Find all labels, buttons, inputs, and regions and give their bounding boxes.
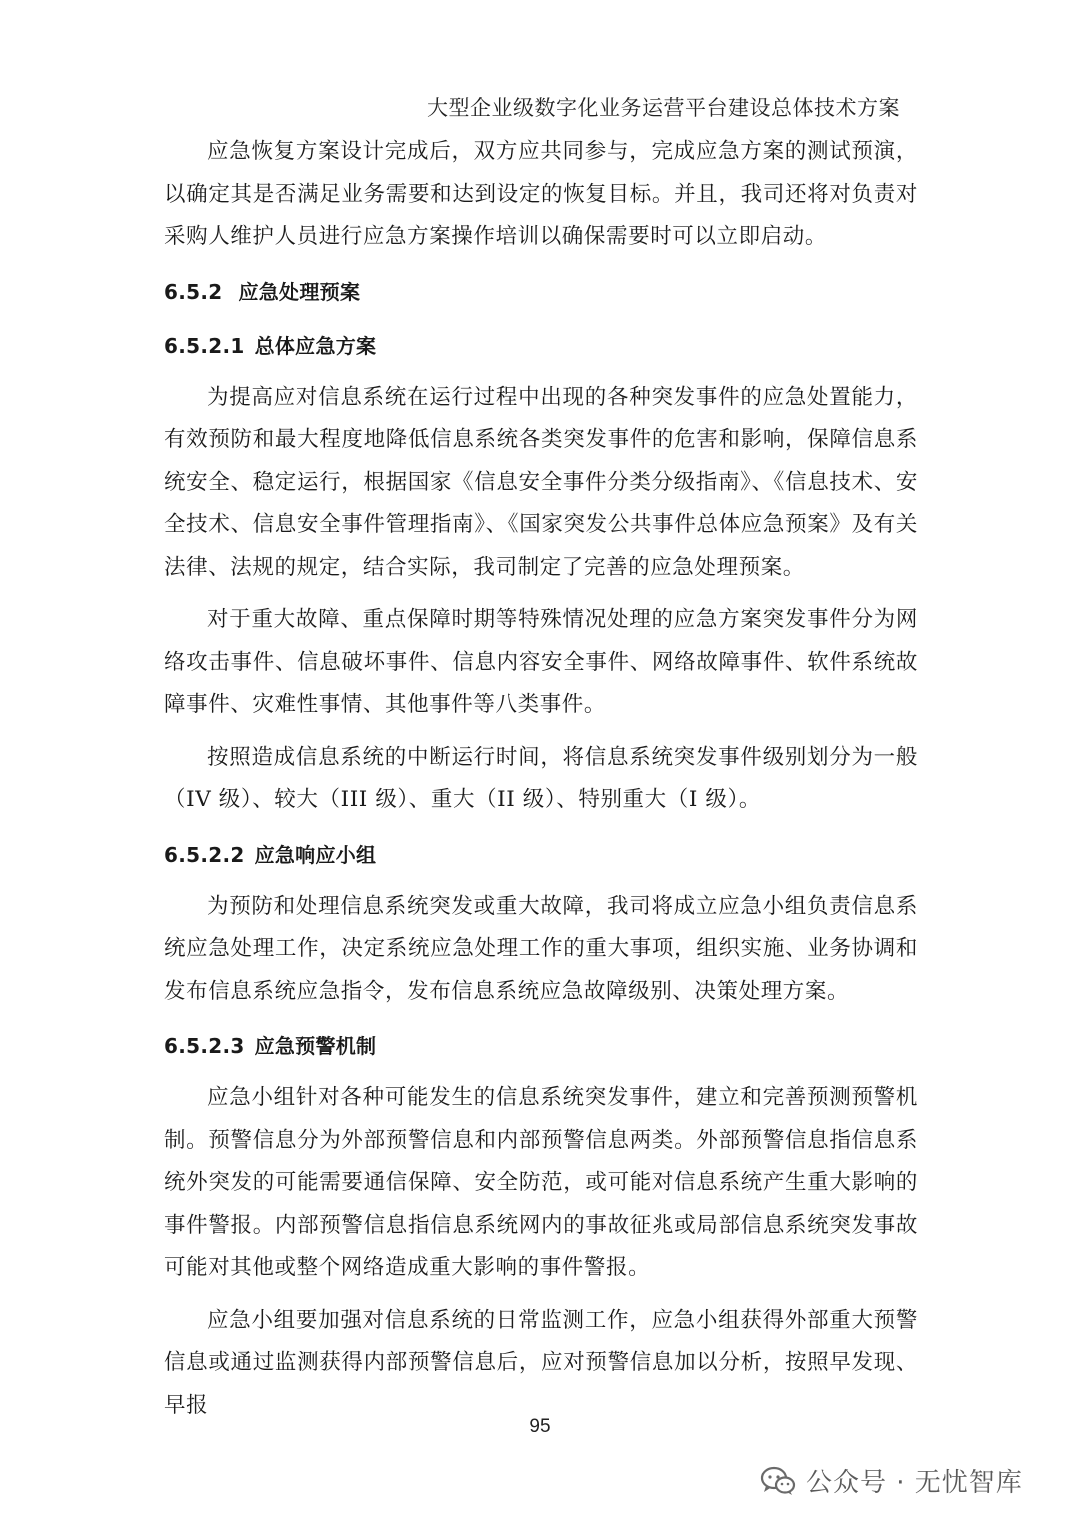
watermark	[760, 1462, 1023, 1499]
section-number: 6.5.2.2	[164, 842, 245, 867]
page-number: 95	[529, 1416, 551, 1437]
watermark-text: 公众号 · 无忧智库	[806, 1468, 1023, 1498]
section-title: 应急响应小组	[254, 842, 377, 867]
paragraph-response-team: 为预防和处理信息系统突发或重大故障，我司将成立应急小组负责信息系统应急处理工作，决定系统应急处理工作的重大事项，组织实施、业务协调和发布信息系统应急指令，发布信息系统应急故障级别、决策处理方案。	[164, 893, 918, 1004]
paragraph-event-categories: 对于重大故障、重点保障时期等特殊情况处理的应急方案突发事件分为网络攻击事件、信息破坏事件、信息内容安全事件、网络故障事件、软件系统故障事件、灾难性事情、其他事件等八类事件。	[164, 607, 918, 717]
section-heading-6-5-2	[164, 271, 918, 313]
section-heading-6-5-2-1	[164, 325, 918, 367]
document-body	[164, 131, 918, 1437]
paragraph-event-levels: 按照造成信息系统的中断运行时间，将信息系统突发事件级别划分为一般（IV 级）、较大（III 级）、重大（II 级）、特别重大（I 级）。	[164, 744, 918, 812]
section-title: 应急处理预案	[238, 279, 361, 304]
document-header-title: 大型企业级数字化业务运营平台建设总体技术方案	[427, 96, 900, 120]
paragraph-warning-info: 应急小组针对各种可能发生的信息系统突发事件，建立和完善预测预警机制。预警信息分为外部预警信息和内部预警信息两类。外部预警信息指信息系统外突发的可能需要通信保障、安全防范，或可能对信息系统产生重大影响的事件警报。内部预警信息指信息系统网内的事故征兆或局部信息系统突发事故可能对其他或整个网络造成重大影响的事件警报。	[164, 1085, 918, 1280]
section-title: 总体应急方案	[254, 333, 377, 358]
section-number: 6.5.2	[164, 279, 223, 304]
paragraph-recovery-drill: 应急恢复方案设计完成后，双方应共同参与，完成应急方案的测试预演，以确定其是否满足业务需要和达到设定的恢复目标。并且，我司还将对负责对采购人维护人员进行应急方案操作培训以确保需要时可以立即启动。	[164, 139, 918, 249]
section-number: 6.5.2.1	[164, 333, 245, 358]
section-heading-6-5-2-3	[164, 1025, 918, 1067]
section-number: 6.5.2.3	[164, 1034, 245, 1058]
wechat-icon	[760, 1466, 796, 1496]
header-rule	[164, 124, 916, 125]
paragraph-overall-plan: 为提高应对信息系统在运行过程中出现的各种突发事件的应急处置能力，有效预防和最大程度地降低信息系统各类突发事件的危害和影响，保障信息系统安全、稳定运行，根据国家《信息安全事件分类分级指南》、《信息技术、安全技术、信息安全事件管理指南》、《国家突发公共事件总体应急预案》及有关法律、法规的规定，结合实际，我司制定了完善的应急处理预案。	[164, 384, 918, 580]
paragraph-daily-monitoring: 应急小组要加强对信息系统的日常监测工作，应急小组获得外部重大预警信息或通过监测获得内部预警信息后，应对预警信息加以分析，按照早发现、早报	[164, 1307, 918, 1418]
section-title: 应急预警机制	[254, 1034, 377, 1058]
section-heading-6-5-2-2	[164, 834, 918, 876]
